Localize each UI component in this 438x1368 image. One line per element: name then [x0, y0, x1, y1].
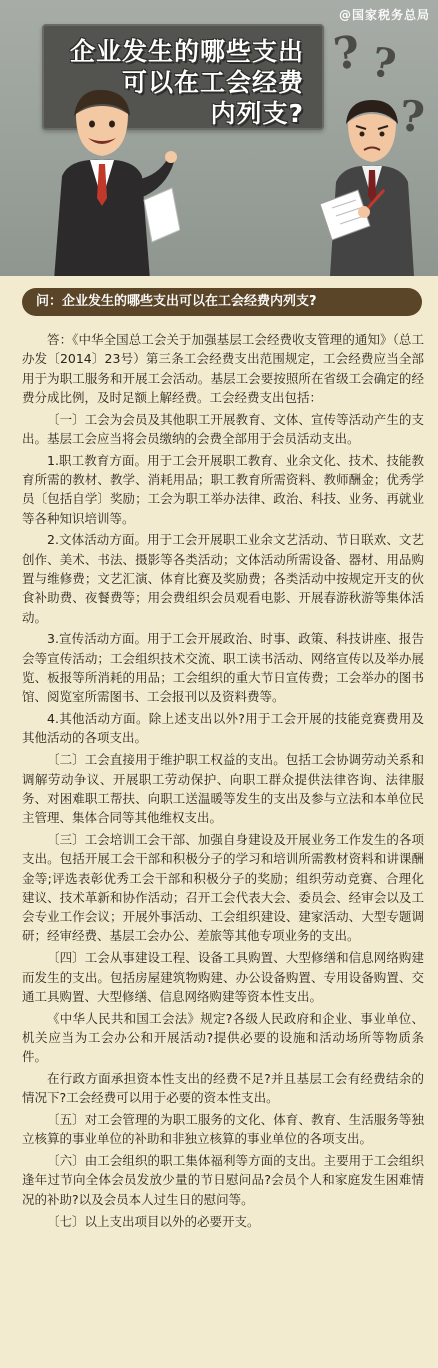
- bubble-line-2: 可以在工会经费: [121, 68, 304, 97]
- paragraph: 〔三〕工会培训工会干部、加强自身建设及开展业务工作发生的各项支出。包括开展工会干部和积极分子的学习和培训所需教材资料和讲课酬金等;评选表彰优秀工会干部和积极分子的奖励；组织劳动竞赛、合理化建议、技术革新和协作活动；召开工会代表大会、委员会、经审会以及工会专业工作会议；开展外事活动、工会组织建设、建家活动、大型专题调研；经审经费、基层工会办公、差旅等其他专项业务的支出。: [22, 831, 424, 944]
- question-bar: 问：企业发生的哪些支出可以在工会经费内列支?: [22, 288, 422, 316]
- bubble-line-3: 内列支?: [210, 99, 304, 128]
- businessman-right-illustration: [318, 92, 428, 276]
- paragraph: 4.其他活动方面。除上述支出以外?用于工会开展的技能竞赛费用及其他活动的各项支出。: [22, 711, 424, 746]
- paragraph: 〔一〕工会为会员及其他职工开展教育、文体、宣传等活动产生的支出。基层工会应当将会员缴纳的会费全部用于会员活动支出。: [22, 411, 424, 446]
- paragraph: 答：《中华全国总工会关于加强基层工会经费收支管理的通知》（总工办发〔2014〕23号）第三条工会经费支出范围规定，工会经费应当全部用于为职工服务和开展工会活动。基层工会要按照所在省级工会确定的经费分成比例，及时足额上解经费。工会经费支出包括：: [22, 332, 424, 405]
- paragraph: 〔五〕对工会管理的为职工服务的文化、体育、教育、生活服务等独立核算的事业单位的补助和非独立核算的事业单位的各项支出。: [22, 1112, 424, 1147]
- paragraph: 《中华人民共和国工会法》规定?各级人民政府和企业、事业单位、机关应当为工会办公和开展活动?提供必要的设施和活动场所等物质条件。: [22, 1010, 424, 1065]
- paragraph: 1.职工教育方面。用于工会开展职工教育、业余文化、技术、技能教育所需的教材、教学、消耗用品；职工教育所需资料、教师酬金；优秀学员〔包括自学〕奖励；工会为职工举办法律、政治、科技、业务、再就业等各种知识培训等。: [22, 452, 424, 526]
- question-mark-icon: ?: [398, 91, 427, 142]
- paragraph: 〔六〕由工会组织的职工集体福利等方面的支出。主要用于工会组织逢年过节向全体会员发放少量的节日慰问品?会员个人和家庭发生困难情况的补助?以及会员本人过生日的慰问等。: [22, 1153, 424, 1207]
- paragraph: 〔七〕以上支出项目以外的必要开支。: [47, 1213, 260, 1229]
- paragraph: 〔二〕工会直接用于维护职工权益的支出。包括工会协调劳动关系和调解劳动争议、开展职工劳动保护、向职工群众提供法律咨询、法律服务、对困难职工帮扶、向职工送温暖等发生的支出及参与立法和本单位民主管理、集体合同等其他维权支出。: [22, 752, 424, 826]
- businessman-left-illustration: [40, 80, 180, 276]
- bubble-line-1: 企业发生的哪些支出: [69, 37, 304, 66]
- question-mark-icon: ?: [330, 26, 364, 81]
- paragraph: 2.文体活动方面。用于工会开展职工业余文艺活动、节日联欢、文艺创作、美术、书法、摄影等各类活动；文体活动所需设备、器材、用品购置与维修费；文艺汇演、体育比赛及奖励费；各类活动中按规定开支的伙食补助费、夜餐费等；用会费组织会员观看电影、开展春游秋游等集体活动。: [22, 532, 424, 625]
- header-banner: [0, 0, 438, 276]
- paragraph: 3.宣传活动方面。用于工会开展政治、时事、政策、科技讲座、报告会等宣传活动；工会组织技术交流、职工读书活动、网络宣传以及举办展览、板报等所消耗的用品；工会组织的重大节日宣传费；工会举办的图书馆、阅览室所需图书、工会报刊以及资料费等。: [22, 631, 424, 705]
- weibo-watermark: @国家税务总局: [338, 8, 430, 22]
- answer-body: [22, 330, 424, 1233]
- paragraph: 〔四〕工会从事建设工程、设备工具购置、大型修缮和信息网络购建而发生的支出。包括房屋建筑物购建、办公设备购置、专用设备购置、交通工具购置、大型修缮、信息网络购建等资本性支出。: [22, 950, 424, 1004]
- question-mark-icon: ?: [368, 38, 400, 89]
- paragraph: 在行政方面承担资本性支出的经费不足?并且基层工会有经费结余的情况下?工会经费可以用于必要的资本性支出。: [22, 1070, 424, 1106]
